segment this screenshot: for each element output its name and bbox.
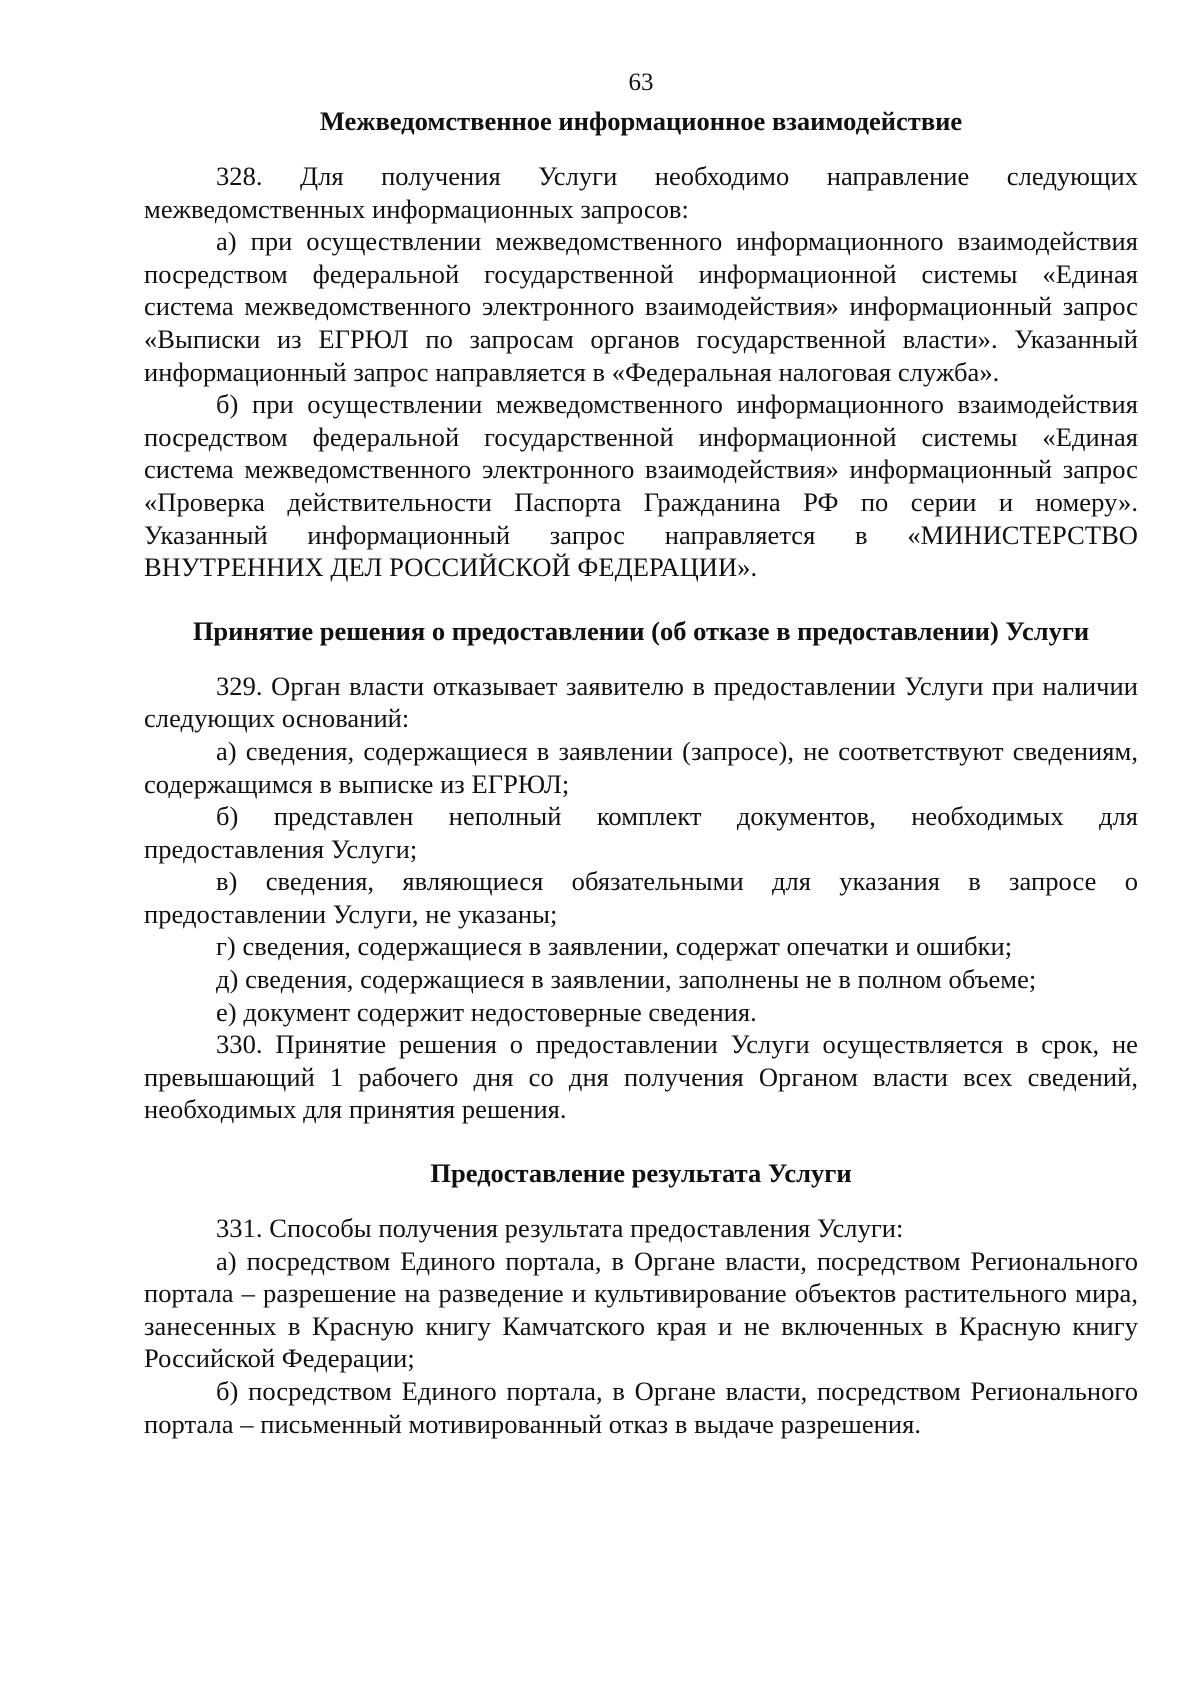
paragraph-329-d: д) сведения, содержащиеся в заявлении, заполнены не в полном объеме; — [216, 964, 1037, 995]
paragraph-331-b: б) посредством Единого портала, в Органе власти, посредством Регионального портала – письменный мотивированный отказ в выдаче разрешения. — [144, 1376, 1138, 1439]
paragraph-330: 330. Принятие решения о предоставлении Услуги осуществляется в срок, не превышающий 1 рабочего дня со дня получения Органом власти всех сведений, необходимых для принятия решения. — [144, 1029, 1138, 1125]
paragraph-329: 329. Орган власти отказывает заявителю в предоставлении Услуги при наличии следующих оснований: — [144, 670, 1138, 734]
paragraph-329-a: а) сведения, содержащиеся в заявлении (запросе), не соответствуют сведениям, содержащимся в выписке из ЕГРЮЛ; — [144, 735, 1138, 799]
section-heading-result: Предоставление результата Услуги — [430, 1158, 852, 1189]
paragraph-329-g: г) сведения, содержащиеся в заявлении, содержат опечатки и ошибки; — [216, 931, 1013, 962]
paragraph-331: 331. Способы получения результата предоставления Услуги: — [216, 1213, 904, 1244]
paragraph-328-a: а) при осуществлении межведомственного информационного взаимодействия посредством федеральной государственной информационной системы «Единая система межведомственного электронного взаимодействия» информационный запрос «Выписки из ЕГРЮЛ по запросам органов государственной власти». Указанный информационный запрос направляется в «Федеральная налоговая служба». — [144, 226, 1138, 387]
page-number: 63 — [628, 69, 654, 96]
document-page — [144, 66, 1138, 1440]
paragraph-331-a: а) посредством Единого портала, в Органе власти, посредством Регионального портала – разрешение на разведение и культивирование объектов растительного мира, занесенных в Красную книгу Камчатского края и не включенных в Красную книгу Российской Федерации; — [144, 1245, 1138, 1374]
paragraph-329-v: в) сведения, являющиеся обязательными для указания в запросе о предоставлении Услуги, не указаны; — [144, 866, 1138, 929]
section-heading-decision: Принятие решения о предоставлении (об отказе в предоставлении) Услуги — [192, 615, 1090, 646]
paragraph-329-e: е) документ содержит недостоверные сведения. — [216, 996, 757, 1027]
paragraph-328-b: б) при осуществлении межведомственного информационного взаимодействия посредством федеральной государственной информационной системы «Единая система межведомственного электронного взаимодействия» информационный запрос «Проверка действительности Паспорта Гражданина РФ по серии и номеру». Указанный информационный запрос направляется в «МИНИСТЕРСТВО ВНУТРЕННИХ ДЕЛ РОССИЙСКОЙ ФЕДЕРАЦИИ». — [144, 389, 1138, 583]
paragraph-329-b: б) представлен неполный комплект документов, необходимых для предоставления Услуги; — [144, 801, 1138, 864]
section-heading-interagency: Межведомственное информационное взаимодействие — [319, 106, 963, 136]
paragraph-328: 328. Для получения Услуги необходимо направление следующих межведомственных информационных запросов: — [144, 161, 1138, 224]
